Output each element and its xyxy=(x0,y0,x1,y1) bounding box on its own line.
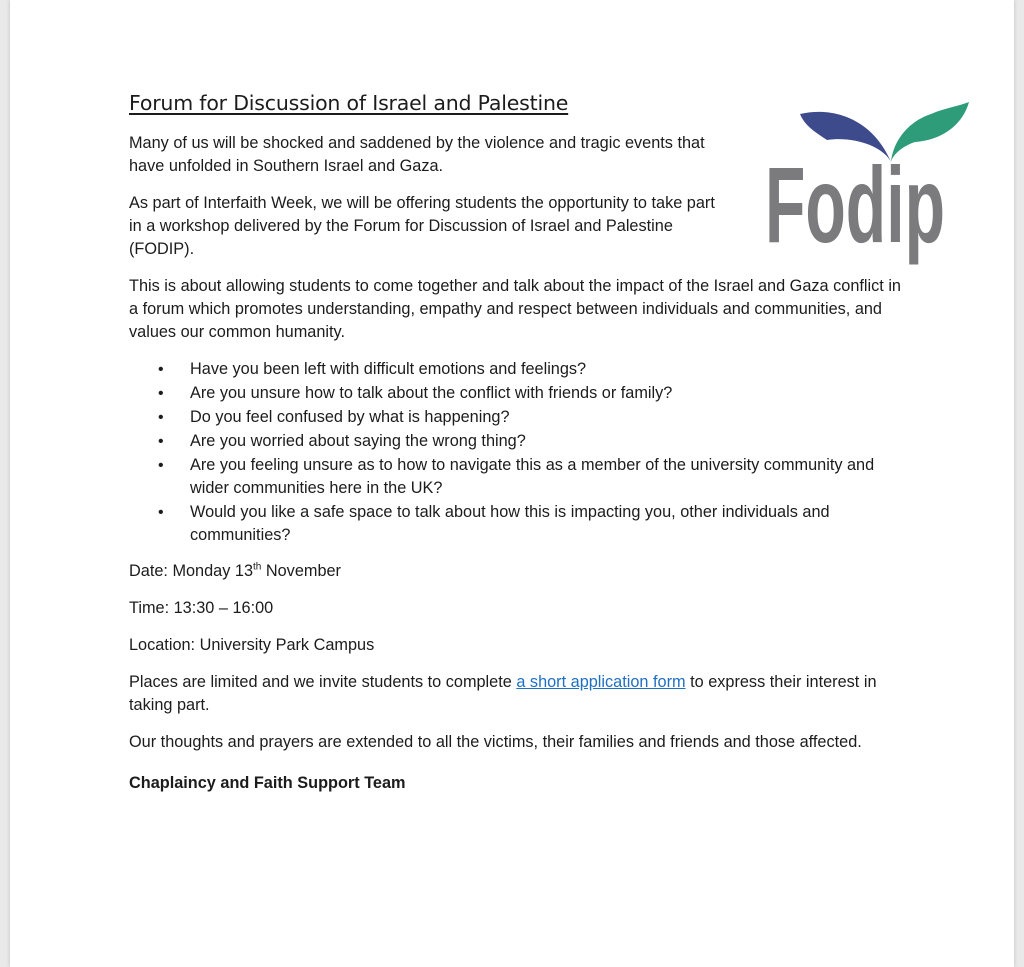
list-item: • Are you unsure how to talk about the conflict with friends or family? xyxy=(129,382,909,405)
date-month: November xyxy=(261,562,341,580)
signoff: Chaplaincy and Faith Support Team xyxy=(129,774,406,792)
questions-list xyxy=(129,358,909,547)
about-paragraph: This is about allowing students to come together and talk about the impact of the Israel and Gaza conflict in a forum which promotes understanding, empathy and respect between individuals and communities, and values our common humanity. xyxy=(129,277,901,341)
fodip-logo-graphic xyxy=(765,96,975,276)
event-location: Location: University Park Campus xyxy=(129,636,375,654)
places-text-before: Places are limited and we invite students to complete xyxy=(129,673,517,691)
list-item: • Do you feel confused by what is happening? xyxy=(129,406,909,429)
list-item: • Are you worried about saying the wrong thing? xyxy=(129,430,909,453)
date-suffix: th xyxy=(253,561,262,573)
list-item: • Would you like a safe space to talk about how this is impacting you, other individuals and communities? xyxy=(129,501,909,547)
list-item: • Have you been left with difficult emotions and feelings? xyxy=(129,358,909,381)
application-form-link[interactable]: a short application form xyxy=(516,673,686,691)
places-paragraph xyxy=(129,671,909,717)
logo-wordmark: Fodip xyxy=(765,144,945,265)
interfaith-paragraph: As part of Interfaith Week, we will be offering students the opportunity to take part in a workshop delivered by the Forum for Discussion of Israel and Palestine (FODIP). xyxy=(129,194,715,258)
document-page xyxy=(10,0,1014,967)
intro-paragraph: Many of us will be shocked and saddened by the violence and tragic events that have unfolded in Southern Israel and Gaza. xyxy=(129,134,705,175)
date-label: Date: Monday 13 xyxy=(129,562,253,580)
thoughts-paragraph: Our thoughts and prayers are extended to all the victims, their families and friends and those affected. xyxy=(129,733,862,751)
event-date xyxy=(129,560,909,583)
document-title: Forum for Discussion of Israel and Palestine xyxy=(129,91,569,115)
event-time: Time: 13:30 – 16:00 xyxy=(129,599,274,617)
list-item: • Are you feeling unsure as to how to navigate this as a member of the university community and wider communities here in the UK? xyxy=(129,454,909,500)
places-text-after: to express their interest in taking part. xyxy=(129,673,877,714)
fodip-logo xyxy=(765,96,975,276)
